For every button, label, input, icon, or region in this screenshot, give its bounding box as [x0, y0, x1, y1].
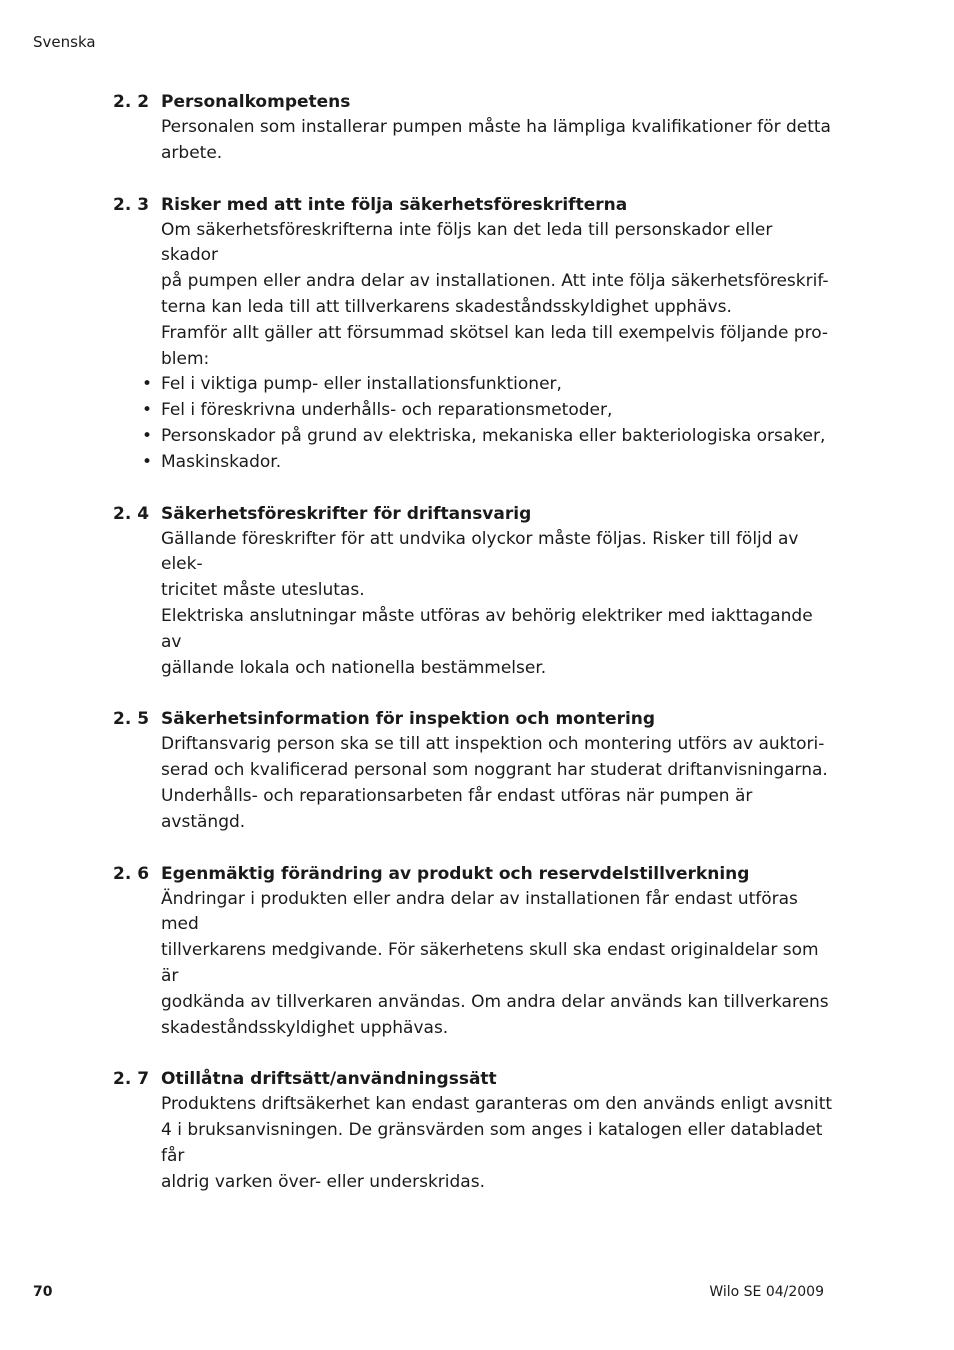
section-2-3 — [113, 192, 833, 476]
document-body — [113, 89, 833, 1221]
bullet-icon: • — [141, 374, 152, 395]
section-number: 2. 7 — [113, 1069, 150, 1090]
language-label: Svenska — [33, 33, 96, 51]
paragraph: Driftansvarig person ska se till att inspektion och montering utförs av auktori- serad och kvalificerad personal som noggrant har studerat driftanvisningarna. — [161, 734, 828, 781]
paragraph: Underhålls- och reparationsarbeten får endast utföras när pumpen är avstängd. — [161, 785, 753, 832]
paragraph: Om säkerhetsföreskrifterna inte följs kan det leda till personskador eller skador på pumpen eller andra delar av installationen. Att inte följa säkerhetsföreskrif- terna kan leda till att tillverkarens skadeståndsskyldighet upphävs. — [161, 219, 829, 317]
list-item — [113, 372, 833, 398]
section-number: 2. 5 — [113, 709, 150, 730]
list-item-text: Personskador på grund av elektriska, mekaniska eller bakteriologiska orsaker, — [161, 425, 826, 446]
section-number: 2. 3 — [113, 194, 150, 215]
section-title: Personalkompetens — [161, 92, 351, 112]
section-heading — [113, 861, 833, 887]
bullet-list — [113, 372, 833, 475]
section-2-2 — [113, 89, 833, 167]
section-number: 2. 4 — [113, 503, 150, 524]
list-item-text: Maskinskador. — [161, 451, 282, 472]
paragraph: Ändringar i produkten eller andra delar av installationen får endast utföras med tillverkarens medgivande. För säkerhetens skull ska endast originaldelar som är godkända av tillverkaren användas. Om andra delar används kan tillverkarens skadeståndsskyldighet upphävas. — [161, 888, 829, 1038]
bullet-icon: • — [141, 451, 152, 472]
section-heading — [113, 1066, 833, 1092]
bullet-icon: • — [141, 400, 152, 421]
list-item-text: Fel i föreskrivna underhålls- och reparationsmetoder, — [161, 400, 613, 421]
section-2-7 — [113, 1066, 833, 1195]
list-item — [113, 450, 833, 476]
section-heading — [113, 501, 833, 527]
list-item — [113, 398, 833, 424]
section-title: Otillåtna driftsätt/användningssätt — [161, 1069, 497, 1090]
page-number: 70 — [33, 1284, 53, 1300]
bullet-icon: • — [141, 425, 152, 446]
section-title: Risker med att inte följa säkerhetsföreskrifterna — [161, 194, 628, 215]
list-item-text: Fel i viktiga pump- eller installationsfunktioner, — [161, 374, 562, 395]
section-title: Säkerhetsföreskrifter för driftansvarig — [161, 503, 532, 524]
section-2-4 — [113, 501, 833, 682]
section-number: 2. 2 — [113, 92, 150, 112]
section-title: Säkerhetsinformation för inspektion och montering — [161, 709, 656, 730]
paragraph: Gällande föreskrifter för att undvika olyckor måste följas. Risker till följd av elek- tricitet måste uteslutas. — [161, 528, 799, 601]
paragraph: Framför allt gäller att försummad skötsel kan leda till exempelvis följande pro- blem: — [161, 322, 829, 369]
paragraph: Produktens driftsäkerhet kan endast garanteras om den används enligt avsnitt 4 i bruksanvisningen. De gränsvärden som anges i katalogen eller databladet får aldrig varken över- eller underskridas. — [161, 1094, 833, 1192]
list-item — [113, 424, 833, 450]
section-title: Egenmäktig förändring av produkt och reservdelstillverkning — [161, 863, 750, 884]
section-heading — [113, 89, 833, 115]
paragraph: Personalen som installerar pumpen måste ha lämpliga kvalifikationer för detta arbete. — [161, 117, 831, 163]
section-heading — [113, 706, 833, 732]
paragraph: Elektriska anslutningar måste utföras av behörig elektriker med iakttagande av gällande lokala och nationella bestämmelser. — [161, 605, 813, 678]
section-heading — [113, 192, 833, 218]
section-2-5 — [113, 706, 833, 835]
section-number: 2. 6 — [113, 863, 150, 884]
publisher-label: Wilo SE 04/2009 — [709, 1284, 824, 1300]
section-2-6 — [113, 861, 833, 1042]
